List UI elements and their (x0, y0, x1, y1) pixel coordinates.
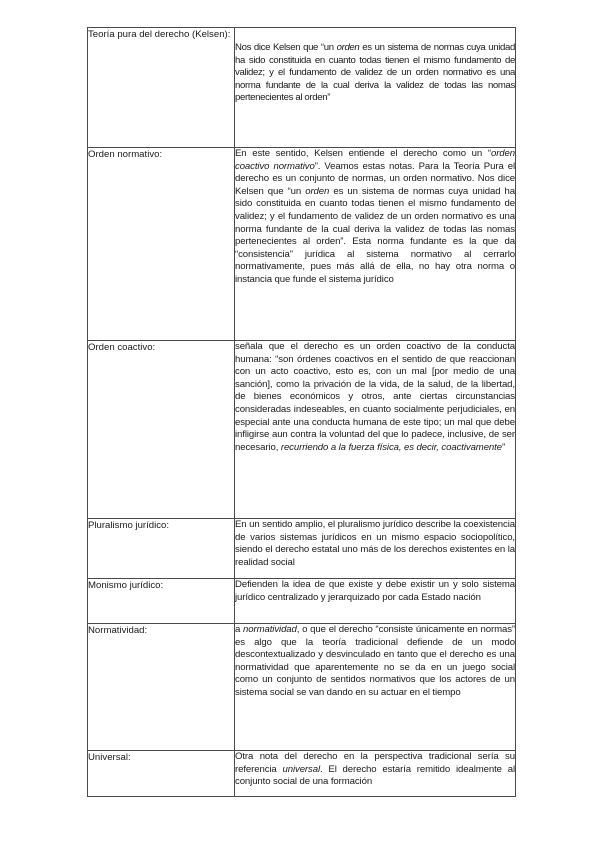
definition-text: señala que el derecho es un orden coactivo de la conducta humana: “son órdenes coactivos en el sentido de que reaccionan con un acto coactivo, esto es, con un mal [por medio de una sanción], como la privación de la vida, de la salud, de la libertad, de bienes económicos y otros, ante ciertas circunstancias consideradas indeseables, en cuanto socialmente perjudiciales, en especial ante una conducta humana de este tipo; un mal que debe infligirse aun contra la voluntad del que lo padece, inclusive, de ser necesario, (235, 341, 515, 453)
term-label: Pluralismo jurídico: (88, 520, 170, 531)
term-label: Teoría pura del derecho (Kelsen): (88, 29, 231, 40)
definition-cell (235, 624, 516, 751)
table-row (88, 624, 516, 751)
definition-cell (235, 341, 516, 519)
table-row (88, 148, 516, 341)
term-label: Orden coactivo: (88, 342, 156, 353)
definition-text: , o que el derecho “consiste únicamente en normas” es algo que la teoría tradicional defiende de un modo descontextualizado y desvinculado en tanto que el derecho es una normatividad que aparentemente no se da en un juego social como un conjunto de sentidos normativos que los actores de un sistema social se van dando en su actuar en el tiempo (235, 624, 515, 698)
table-row (88, 579, 516, 624)
term-label: Orden normativo: (88, 149, 163, 160)
definition-cell (235, 519, 516, 579)
term-cell (88, 579, 235, 624)
definition-emphasis: orden (336, 42, 360, 53)
term-cell (88, 624, 235, 751)
term-label: Normatividad: (88, 625, 148, 636)
term-cell (88, 28, 235, 148)
definition-text: En este sentido, Kelsen entiende el derecho como un “ (235, 148, 491, 159)
table-row (88, 341, 516, 519)
term-cell (88, 751, 235, 797)
glossary-table (87, 27, 516, 797)
definition-cell (235, 28, 516, 148)
term-cell (88, 148, 235, 341)
definition-cell (235, 148, 516, 341)
table-row (88, 28, 516, 148)
definition-cell (235, 751, 516, 797)
definition-text: Otra nota del derecho en la perspectiva tradicional sería su referencia (235, 751, 515, 775)
definition-emphasis: recurriendo a la fuerza física, es decir, coactivamente (280, 441, 502, 453)
definition-text: ” (501, 441, 506, 453)
definition-text: es un sistema de normas cuya unidad ha sido constituida en cuanto todas tienen el mismo fundamento de validez; y el fundamento de validez de un orden normativo es una norma fundante de la cual deriva la validez de todas las nomas pertenecientes al orden”. Esta norma fundante es la que da “consistencia” jurídica al sistema normativo al cerrarlo normativamente, pues más allá de ella, no hay otra norma o instancia que funde el sistema jurídico (235, 185, 515, 285)
definition-text: En un sentido amplio, el pluralismo jurídico describe la coexistencia de varios sistemas jurídicos en un mismo espacio sociopolítico, siendo el derecho estatal uno más de los derechos existentes en la realidad social (235, 519, 515, 568)
term-cell (88, 341, 235, 519)
definition-text: . El derecho estaría remitido idealmente al conjunto social de una formación (235, 763, 515, 788)
term-label: Universal: (88, 752, 131, 763)
definition-emphasis: orden (305, 185, 330, 197)
definition-text: es un sistema de normas cuya unidad ha sido constituida en cuanto todas tienen el mismo fundamento de validez; y el fundamento de validez de un orden normativo es una norma fundante de la cual deriva la validez de todas las nomas pertenecientes al orden” (235, 42, 515, 104)
table-row (88, 519, 516, 579)
definition-emphasis: orden coactivo normativo (235, 148, 515, 172)
definition-text: Nos dice Kelsen que “un (235, 42, 337, 53)
term-cell (88, 519, 235, 579)
definition-cell (235, 579, 516, 624)
definition-text: Defienden la idea de que existe y debe existir un y solo sistema jurídico centralizado y jerarquizado por cada Estado nación (235, 579, 515, 603)
definition-text: ”. Veamos estas notas. Para la Teoría Pura el derecho es un conjunto de normas, un orden normativo. Nos dice Kelsen que “un (235, 160, 515, 197)
table-row (88, 751, 516, 797)
term-label: Monismo jurídico: (88, 580, 164, 591)
definition-emphasis: normatividad (243, 624, 297, 635)
definition-text: a (235, 624, 244, 635)
definition-emphasis: universal (282, 763, 320, 775)
